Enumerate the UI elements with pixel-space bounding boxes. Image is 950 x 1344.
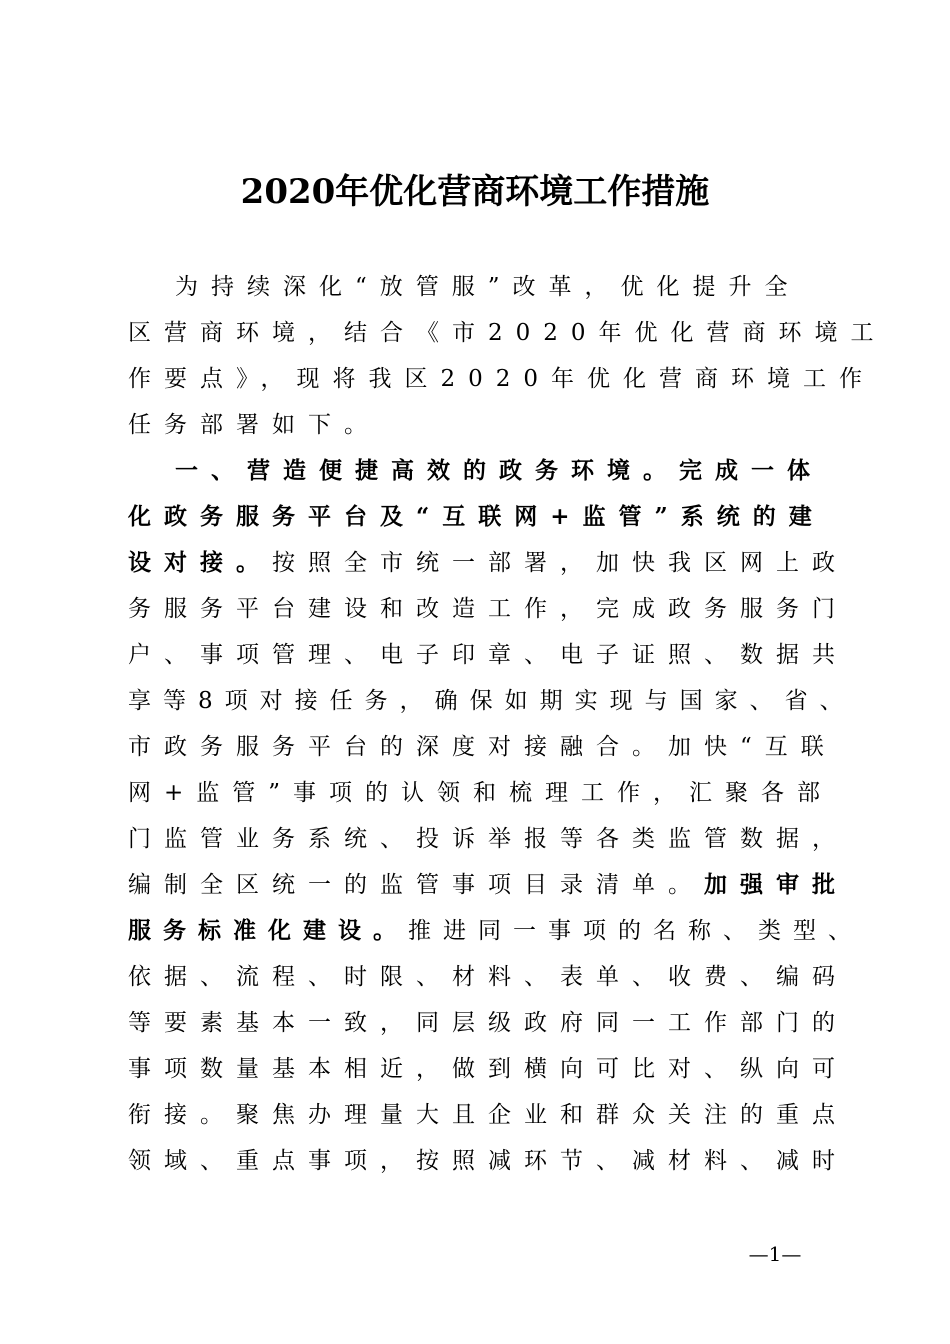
paragraph-line <box>128 310 887 356</box>
paragraph-line <box>128 586 868 632</box>
paragraph-line <box>128 954 868 1000</box>
paragraph-line <box>128 816 868 862</box>
bold-text-run: 服务标准化建设。 <box>128 917 408 944</box>
document-title: 2020年优化营商环境工作措施 <box>240 172 710 212</box>
text-run: 作要点》，现将我区2020年优化营商环境工作 <box>128 366 876 392</box>
paragraph-line <box>128 632 868 678</box>
text-run: 任务部署如下。 <box>128 412 380 438</box>
paragraph-line <box>128 862 868 908</box>
paragraph-line <box>128 770 868 816</box>
text-run: 事项数量基本相近，做到横向可比对、纵向可 <box>128 1056 848 1082</box>
text-run: 市政务服务平台的深度对接融合。加快“互联 <box>128 734 837 760</box>
bold-text-run: 加强审批 <box>704 871 848 898</box>
page-number: —1— <box>748 1242 802 1266</box>
paragraph-line <box>128 724 868 770</box>
paragraph-line <box>128 264 868 310</box>
text-run: 户、事项管理、电子印章、电子证照、数据共 <box>128 642 848 668</box>
paragraph-line <box>128 448 868 494</box>
paragraph-line <box>128 678 868 724</box>
text-run: 区营商环境，结合《市2020年优化营商环境工 <box>128 320 887 346</box>
text-run: 推进同一事项的名称、类型、 <box>408 918 863 944</box>
document-body <box>128 264 887 1184</box>
paragraph-line <box>128 1138 868 1184</box>
paragraph-line <box>128 908 868 954</box>
paragraph-line <box>128 540 868 586</box>
paragraph-line <box>128 1000 868 1046</box>
paragraph-line <box>128 402 868 448</box>
bold-text-run: 一、营造便捷高效的政务环境。完成一体 <box>175 457 823 484</box>
text-run: 享等8项对接任务，确保如期实现与国家、省、 <box>128 688 855 714</box>
text-run: 领域、重点事项，按照减环节、减材料、减时 <box>128 1148 848 1174</box>
text-run: 网+监管”事项的认领和梳理工作，汇聚各部 <box>128 780 834 806</box>
text-run: 衔接。聚焦办理量大且企业和群众关注的重点 <box>128 1102 848 1128</box>
text-run: 编制全区统一的监管事项目录清单。 <box>128 872 704 898</box>
paragraph-line <box>128 494 868 540</box>
text-run: 等要素基本一致，同层级政府同一工作部门的 <box>128 1010 848 1036</box>
paragraph-line <box>128 1046 868 1092</box>
text-run: 为持续深化“放管服”改革，优化提升全 <box>175 274 801 300</box>
bold-text-run: 化政务服务平台及“互联网+监管”系统的建 <box>128 503 825 530</box>
text-run: 按照全市统一部署，加快我区网上政 <box>272 550 848 576</box>
paragraph-line <box>128 356 876 402</box>
text-run: 依据、流程、时限、材料、表单、收费、编码 <box>128 964 848 990</box>
text-run: 门监管业务系统、投诉举报等各类监管数据， <box>128 826 848 852</box>
bold-text-run: 设对接。 <box>128 549 272 576</box>
text-run: 务服务平台建设和改造工作，完成政务服务门 <box>128 596 848 622</box>
paragraph-line <box>128 1092 868 1138</box>
